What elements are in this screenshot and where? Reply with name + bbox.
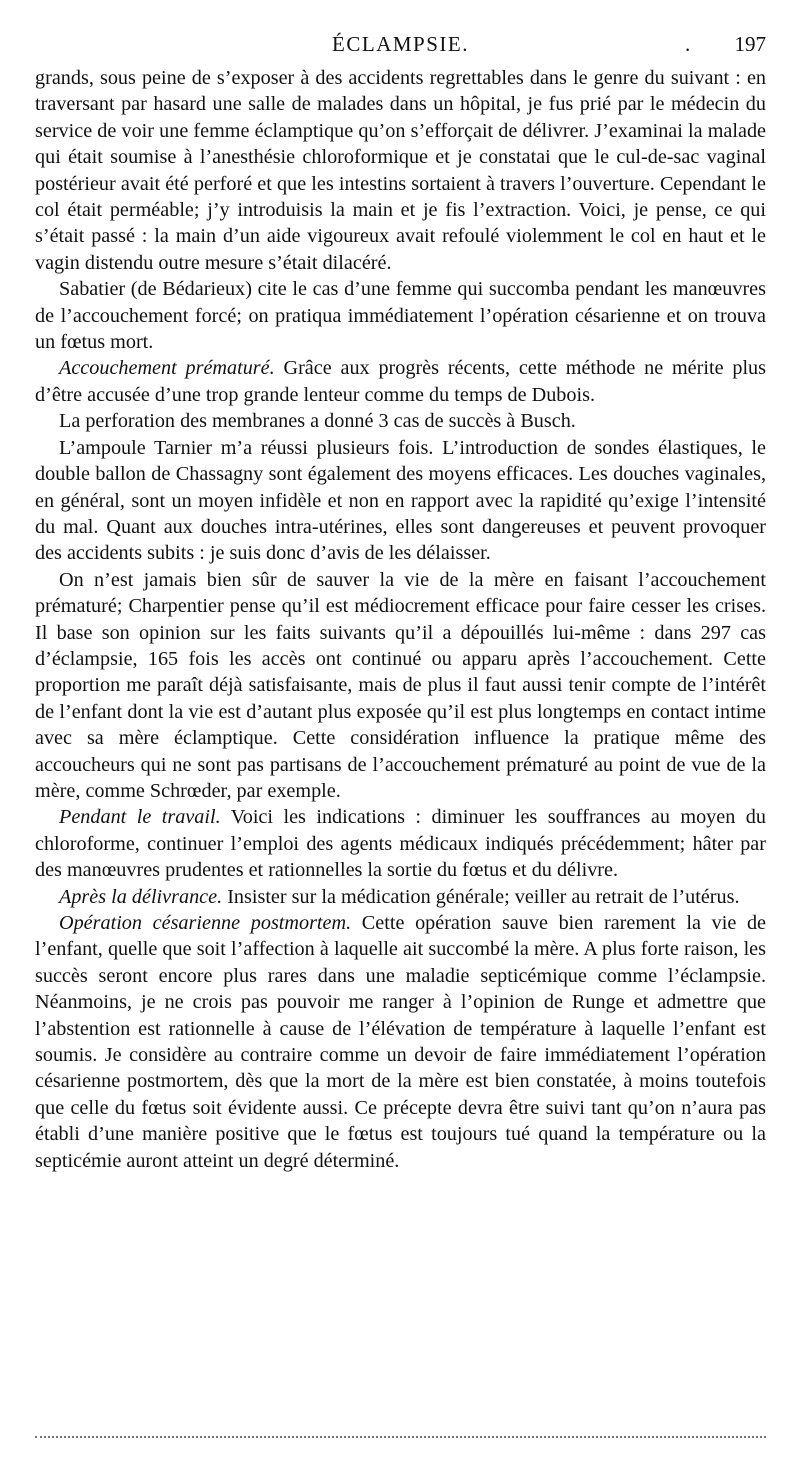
- paragraph-7: [35, 804, 766, 883]
- paragraph-4: [35, 408, 766, 434]
- paragraph-5-text: L’ampoule Tarnier m’a réussi plusieurs fois. L’introduction de sondes élastiques, le double ballon de Chassagny sont également des moyens efficaces. Les douches vaginales, en général, sont un moyen infidèle et non en rapport avec la rapidité qu’exige l’intensité du mal. Quant aux douches intra-utérines, elles sont dangereuses et peuvent provoquer des accidents subits : je suis donc d’avis de les délaisser.: [35, 436, 766, 565]
- paragraph-2: [35, 276, 766, 355]
- paragraph-3-lead: Accouchement prématuré.: [59, 357, 275, 380]
- paragraph-9-lead: Opération césarienne postmortem.: [59, 912, 352, 934]
- paragraph-7-lead: Pendant le travail.: [59, 806, 221, 829]
- paragraph-5: [35, 435, 766, 567]
- paragraph-7-text: Voici les indications : diminuer les souffrances au moyen du chloroforme, continuer l’emploi des agents médicaux indiqués précédemment; hâter par des manœuvres prudentes et rationnelles la sortie du fœtus et du délivre.: [35, 806, 766, 882]
- paragraph-3-text: Grâce aux progrès récents, cette méthode ne mérite plus d’être accusée d’une trop grande lenteur comme du temps de Dubois.: [35, 357, 767, 406]
- paragraph-1: [35, 65, 766, 276]
- paragraph-2-text: Sabatier (de Bédarieux) cite le cas d’une femme qui succomba pendant les manœuvres de l’accouchement forcé; on pratiqua immédiatement l’opération césarienne et on trouva un fœtus mort.: [35, 278, 766, 354]
- paragraph-3: [35, 355, 766, 408]
- running-head-separator: .: [685, 32, 692, 56]
- paragraph-8: [35, 884, 766, 910]
- page-number: 197: [734, 32, 766, 56]
- paragraph-8-text: Insister sur la médication générale; veiller au retrait de l’utérus.: [222, 885, 740, 908]
- paragraph-8-lead: Après la délivrance.: [59, 885, 223, 908]
- paragraph-6-text: On n’est jamais bien sûr de sauver la vie de la mère en faisant l’accouchement prématuré; Charpentier pense qu’il est médiocrement efficace pour faire cesser les crises. Il base son opinion sur les faits suivants qu’il a dépouillés lui-même : dans 297 cas d’éclampsie, 165 fois les accès ont continué ou apparu après l’accouchement. Cette proportion me paraît déjà satisfaisante, mais de plus il faut aussi tenir compte de l’intérêt de l’enfant dont la vie est d’autant plus exposée qu’il est plus longtemps en contact intime avec sa mère éclamptique. Cette considération influence la pratique même des accoucheurs qui ne sont pas partisans de l’accouchement prématuré au point de vue de la mère, comme Schrœder, par exemple.: [35, 568, 766, 802]
- paragraph-9: [35, 910, 766, 1174]
- paragraph-9-text: Cette opération sauve bien rarement la vie de l’enfant, quelle que soit l’affection à laquelle ait succombé la mère. A plus forte raison, les succès seront encore plus rares dans une maladie septicémique comme l’éclampsie. Néanmoins, je ne crois pas pouvoir me ranger à l’opinion de Runge et admettre que l’abstention est rationnelle à cause de l’élévation de température à laquelle l’enfant est soumis. Je considère au contraire comme un devoir de faire immédiatement l’opération césarienne postmortem, dès que la mort de la mère est bien constatée, à moins toutefois que celle du fœtus soit évidente aussi. Ce précepte devra être suivi tant qu’on n’aura pas établi d’une manière positive que le fœtus est toujours tué quand la température ou la septicémie auront atteint un degré déterminé.: [35, 912, 767, 1172]
- paragraph-1-text: grands, sous peine de s’exposer à des accidents regrettables dans le genre du suivant : en traversant par hasard une salle de malades dans un hôpital, je fus prié par le médecin du service de voir une femme éclamptique qu’on s’efforçait de délivrer. J’examinai la malade qui était soumise à l’anesthésie chloroformique et je constatai que le cul-de-sac vaginal postérieur avait été perforé et que les intestins sortaient à travers l’ouverture. Cependant le col était perméable; j’y introduisis la main et je fis l’extraction. Voici, je pense, ce qui s’était passé : la main d’un aide vigoureux avait refoulé violemment le col en haut et le vagin distendu outre mesure s’était dilacéré.: [35, 67, 766, 274]
- paragraph-6: [35, 567, 766, 805]
- running-title: ÉCLAMPSIE.: [332, 32, 469, 56]
- body-text: [35, 65, 766, 1174]
- footer-dotted-rule: [35, 1436, 766, 1438]
- paragraph-4-text: La perforation des membranes a donné 3 cas de succès à Busch.: [59, 410, 576, 433]
- running-head: [35, 32, 766, 56]
